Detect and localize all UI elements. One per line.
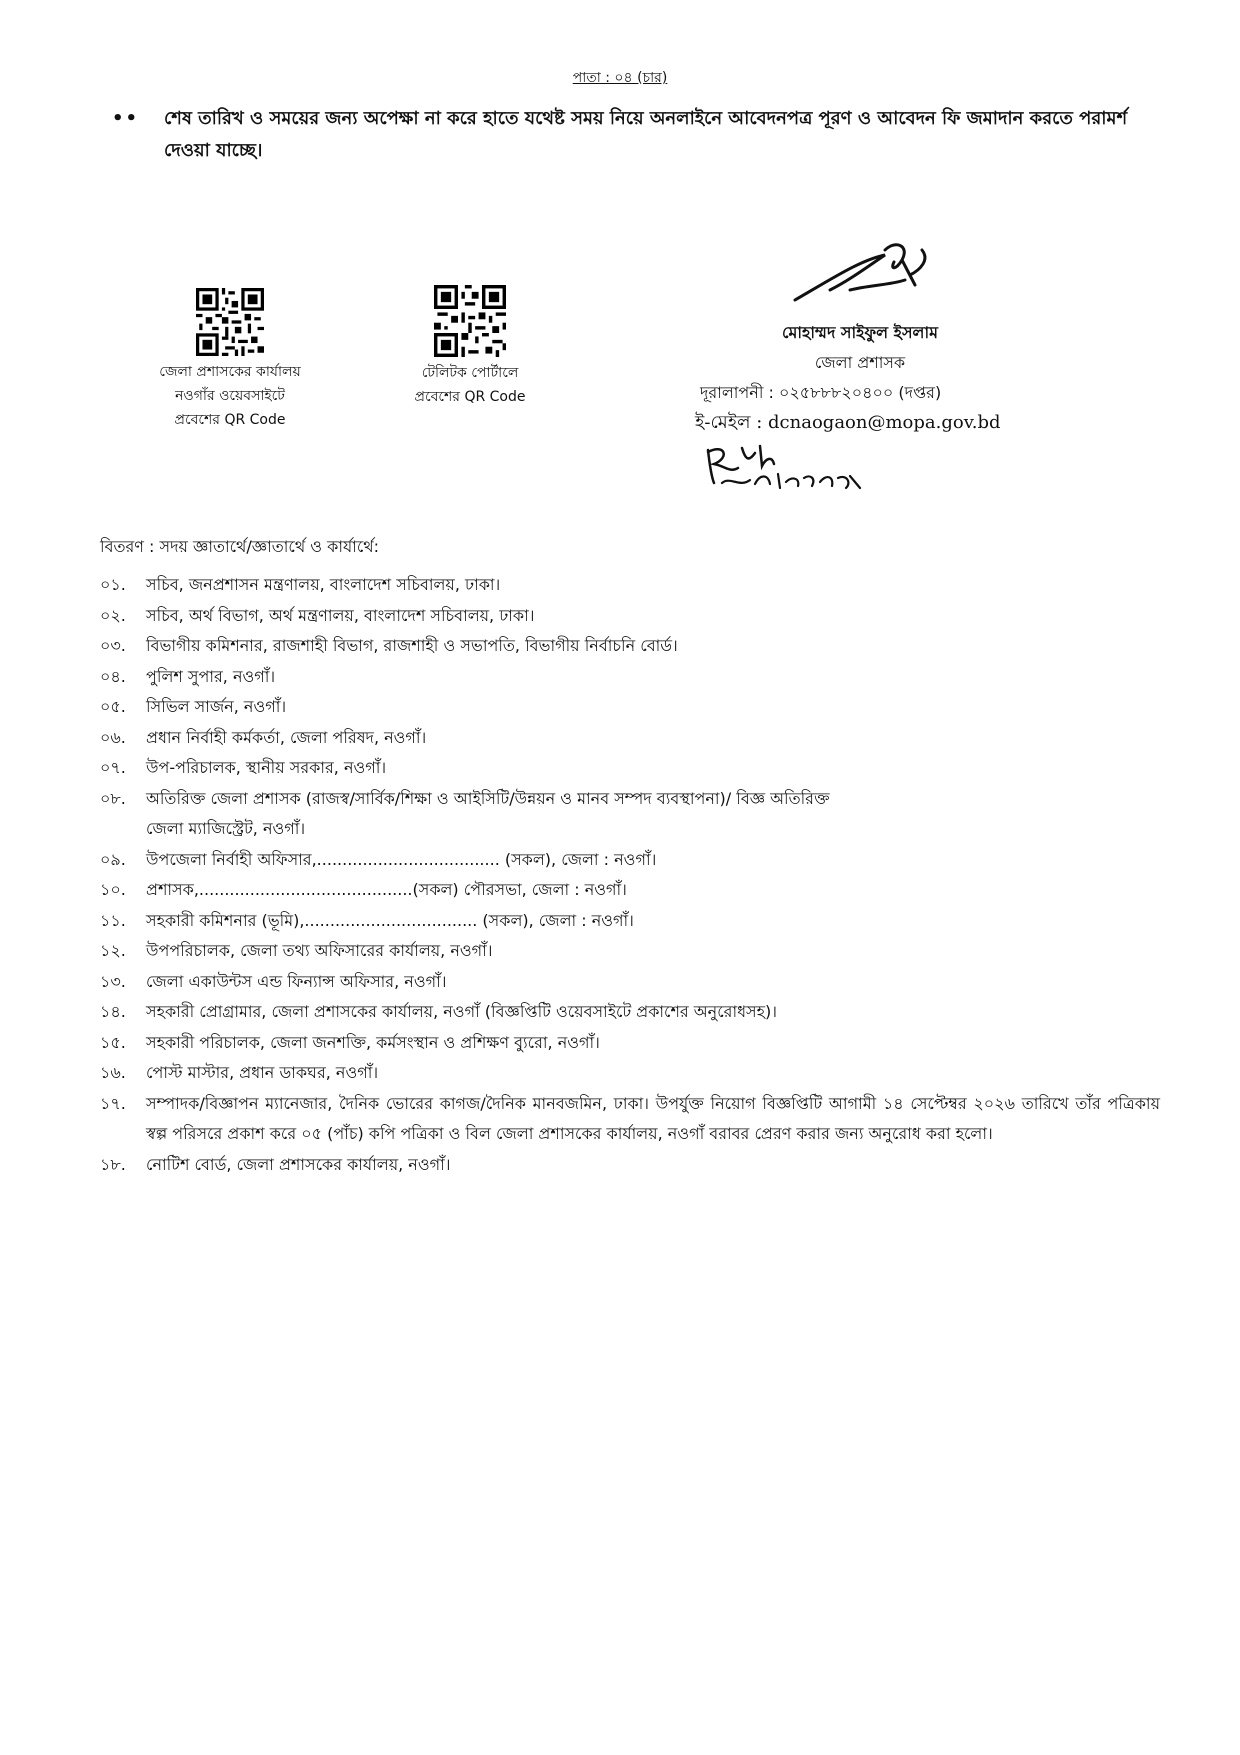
instruction-note xyxy=(112,103,1152,167)
qr-caption-line: নওগাঁর ওয়েবসাইটে xyxy=(175,388,285,404)
qr-block-teletalk xyxy=(380,285,560,409)
list-item: ০৪. পুলিশ সুপার, নওগাঁ। xyxy=(100,666,276,686)
signatory-designation: জেলা প্রশাসক xyxy=(814,353,906,372)
list-item: ১৩. জেলা একাউন্টস এন্ড ফিন্যান্স অফিসার, নওগাঁ। xyxy=(100,971,447,991)
page-number: পাতা : ০৪ (চার) xyxy=(572,70,668,86)
note-text: শেষ তারিখ ও সময়ের জন্য অপেক্ষা না করে হাতে যথেষ্ট সময় নিয়ে অনলাইনে আবেদনপত্র পূরণ ও আবেদন ফি জমাদান করতে পরামর্শ দেওয়া যাচ্ছে। xyxy=(164,108,1128,161)
list-item: ১৭. সম্পাদক/বিজ্ঞাপন ম্যানেজার, দৈনিক ভোরের কাগজ/দৈনিক মানবজমিন, ঢাকা। উপর্যুক্ত নিয়োগ বিজ্ঞপ্তিটি আগামী ১৪ সেপ্টেম্বর ২০২৬ তারিখে তাঁর পত্রিকায় স্বল্প পরিসরে প্রকাশ করে ০৫ (পাঁচ) কপি পত্রিকা ও বিল জেলা প্রশাসকের কার্যালয়, নওগাঁ বরাবর প্রেরণ করার জন্য অনুরোধ করা হলো। xyxy=(100,1093,1160,1143)
signatory-name: মোহাম্মদ সাইফুল ইসলাম xyxy=(782,323,938,342)
list-item: ০১. সচিব, জনপ্রশাসন মন্ত্রণালয়, বাংলাদেশ সচিবালয়, ঢাকা। xyxy=(100,575,501,594)
list-item: ১১. সহকারী কমিশনার (ভূমি),.................................. (সকল), জেলা : নওগাঁ। xyxy=(100,910,634,930)
qr-code-icon xyxy=(434,285,506,357)
list-item: ০৯. উপজেলা নির্বাহী অফিসার,.................................... (সকল), জেলা : নওগাঁ। xyxy=(100,849,657,869)
qr-caption-line: প্রবেশের QR Code xyxy=(174,412,286,428)
qr-caption-line: প্রবেশের QR Code xyxy=(414,389,526,405)
qr-block-website xyxy=(130,288,330,432)
qr-code-icon xyxy=(196,288,264,356)
list-item: ০২. সচিব, অর্থ বিভাগ, অর্থ মন্ত্রণালয়, বাংলাদেশ সচিবালয়, ঢাকা। xyxy=(100,605,535,625)
signatory-phone: দূরালাপনী : ০২৫৮৮৮২০৪০০ (দপ্তর) xyxy=(700,383,942,402)
list-item: ০৫. সিভিল সার্জন, নওগাঁ। xyxy=(100,697,287,716)
qr-caption-line: টেলিটক পোর্টালে xyxy=(421,365,519,381)
list-item: ১০. প্রশাসক,..........................................(সকল) পৌরসভা, জেলা : নওগাঁ। xyxy=(100,880,627,899)
list-item: ১৬. পোস্ট মাস্টার, প্রধান ডাকঘর, নওগাঁ। xyxy=(100,1063,379,1082)
distribution-list xyxy=(100,570,1160,1180)
list-item: ১৮. নোটিশ বোর্ড, জেলা প্রশাসকের কার্যালয়, নওগাঁ। xyxy=(100,1154,451,1174)
signatory-block xyxy=(640,318,1080,438)
list-item: ১২. উপপরিচালক, জেলা তথ্য অফিসারের কার্যালয়, নওগাঁ। xyxy=(100,941,493,960)
list-item: ০৮. অতিরিক্ত জেলা প্রশাসক (রাজস্ব/সার্বিক/শিক্ষা ও আইসিটি/উন্নয়ন ও মানব সম্পদ ব্যবস্থাপনা)/ বিজ্ঞ অতিরিক্ত জেলা ম্যাজিস্ট্রেট, নওগাঁ। xyxy=(100,788,830,838)
distribution-header: বিতরণ : সদয় জ্ঞাতার্থে/জ্ঞাতার্থে ও কার্যার্থে: xyxy=(100,537,380,556)
list-item: ১৪. সহকারী প্রোগ্রামার, জেলা প্রশাসকের কার্যালয়, নওগাঁ (বিজ্ঞপ্তিটি ওয়েবসাইটে প্রকাশের অনুরোধসহ)। xyxy=(100,1002,777,1021)
list-item: ১৫. সহকারী পরিচালক, জেলা জনশক্তি, কর্মসংস্থান ও প্রশিক্ষণ ব্যুরো, নওগাঁ। xyxy=(100,1032,600,1052)
initial-signature-image xyxy=(700,438,880,493)
list-item: ০৬. প্রধান নির্বাহী কর্মকর্তা, জেলা পরিষদ, নওগাঁ। xyxy=(100,727,427,747)
qr-caption-line: জেলা প্রশাসকের কার্যালয় xyxy=(159,364,301,380)
note-bullet: •• xyxy=(112,108,140,129)
list-item: ০৩. বিভাগীয় কমিশনার, রাজশাহী বিভাগ, রাজশাহী ও সভাপতি, বিভাগীয় নির্বাচনি বোর্ড। xyxy=(100,636,678,655)
signature-image xyxy=(790,240,940,320)
signatory-email: ই-মেইল : dcnaogaon@mopa.gov.bd xyxy=(695,412,1001,433)
list-item: ০৭. উপ-পরিচালক, স্থানীয় সরকার, নওগাঁ। xyxy=(100,758,387,777)
